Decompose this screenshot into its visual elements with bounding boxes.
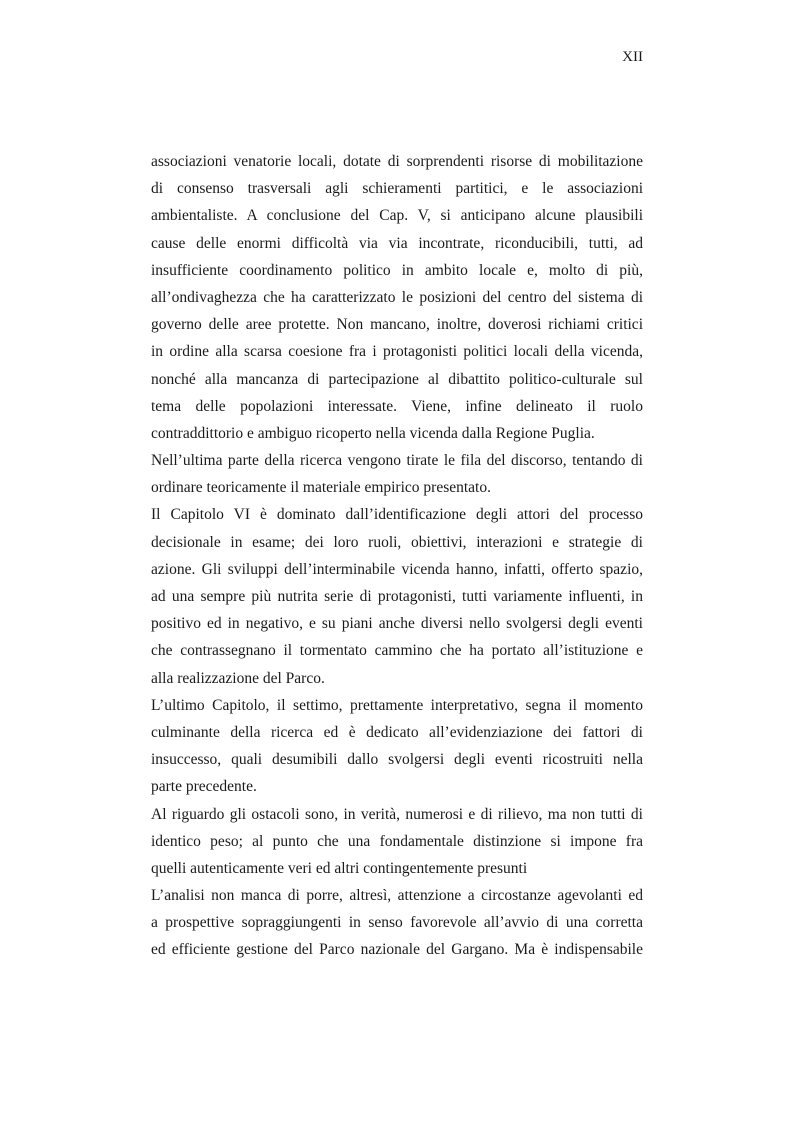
text-line: governo delle aree protette. Non mancano, inoltre, doverosi richiami critici — [151, 316, 643, 334]
page-number: XII — [622, 49, 643, 65]
text-line: ad una sempre più nutrita serie di protagonisti, tutti variamente influenti, in — [151, 588, 643, 605]
text-line: cause delle enormi difficoltà via via incontrate, riconducibili, tutti, ad — [151, 234, 643, 252]
text-line: parte precedente. — [151, 778, 257, 796]
body-text — [151, 148, 643, 964]
paragraph — [151, 148, 643, 447]
text-line: alla realizzazione del Parco. — [151, 669, 325, 687]
text-line: all’ondivaghezza che ha caratterizzato le posizioni del centro del sistema di — [151, 288, 643, 306]
text-line: insufficiente coordinamento politico in ambito locale e, molto di più, — [151, 261, 643, 279]
text-line: ambientaliste. A conclusione del Cap. V, si anticipano alcune plausibili — [151, 207, 643, 225]
text-line: di consenso trasversali agli schieramenti partitici, e le associazioni — [151, 180, 643, 198]
text-line: decisionale in esame; dei loro ruoli, obiettivi, interazioni e strategie di — [151, 533, 643, 551]
paragraph — [151, 447, 643, 501]
text-line: contraddittorio e ambiguo ricoperto nella vicenda dalla Regione Puglia. — [151, 424, 595, 442]
text-line: quelli autenticamente veri ed altri contingentemente presunti — [151, 859, 528, 877]
text-line: identico peso; al punto che una fondamentale distinzione si impone fra — [151, 832, 643, 850]
text-line: Nell’ultima parte della ricerca vengono tirate le fila del discorso, tentando di — [151, 452, 643, 470]
text-line: che contrassegnano il tormentato cammino che ha portato all’istituzione e — [151, 642, 643, 660]
text-line: culminante della ricerca ed è dedicato all’evidenziazione dei fattori di — [151, 723, 643, 741]
text-line: L’ultimo Capitolo, il settimo, prettamente interpretativo, segna il momento — [151, 696, 643, 714]
text-line: tema delle popolazioni interessate. Viene, infine delineato il ruolo — [151, 397, 643, 415]
text-line: insuccesso, quali desumibili dallo svolgersi degli eventi ricostruiti nella — [151, 751, 643, 769]
text-line: ed efficiente gestione del Parco nazionale del Gargano. Ma è indispensabile — [151, 941, 643, 959]
text-line: azione. Gli sviluppi dell’interminabile vicenda hanno, infatti, offerto spazio, — [151, 560, 643, 578]
text-line: associazioni venatorie locali, dotate di sorprendenti risorse di mobilitazione — [151, 153, 643, 170]
text-line: Al riguardo gli ostacoli sono, in verità, numerosi e di rilievo, ma non tutti di — [151, 805, 643, 823]
text-line: L’analisi non manca di porre, altresì, attenzione a circostanze agevolanti ed — [151, 887, 643, 905]
text-line: positivo ed in negativo, e su piani anche diversi nello svolgersi degli eventi — [151, 615, 643, 633]
paragraph — [151, 501, 643, 691]
text-line: nonché alla mancanza di partecipazione al dibattito politico-culturale sul — [151, 370, 643, 388]
text-line: in ordine alla scarsa coesione fra i protagonisti politici locali della vicenda, — [151, 343, 643, 361]
paragraph — [151, 801, 643, 883]
text-line: ordinare teoricamente il materiale empirico presentato. — [151, 479, 491, 497]
text-line: a prospettive sopraggiungenti in senso favorevole all’avvio di una corretta — [151, 914, 643, 932]
text-line: Il Capitolo VI è dominato dall’identificazione degli attori del processo — [151, 506, 643, 524]
paragraph — [151, 882, 643, 964]
paragraph — [151, 692, 643, 801]
